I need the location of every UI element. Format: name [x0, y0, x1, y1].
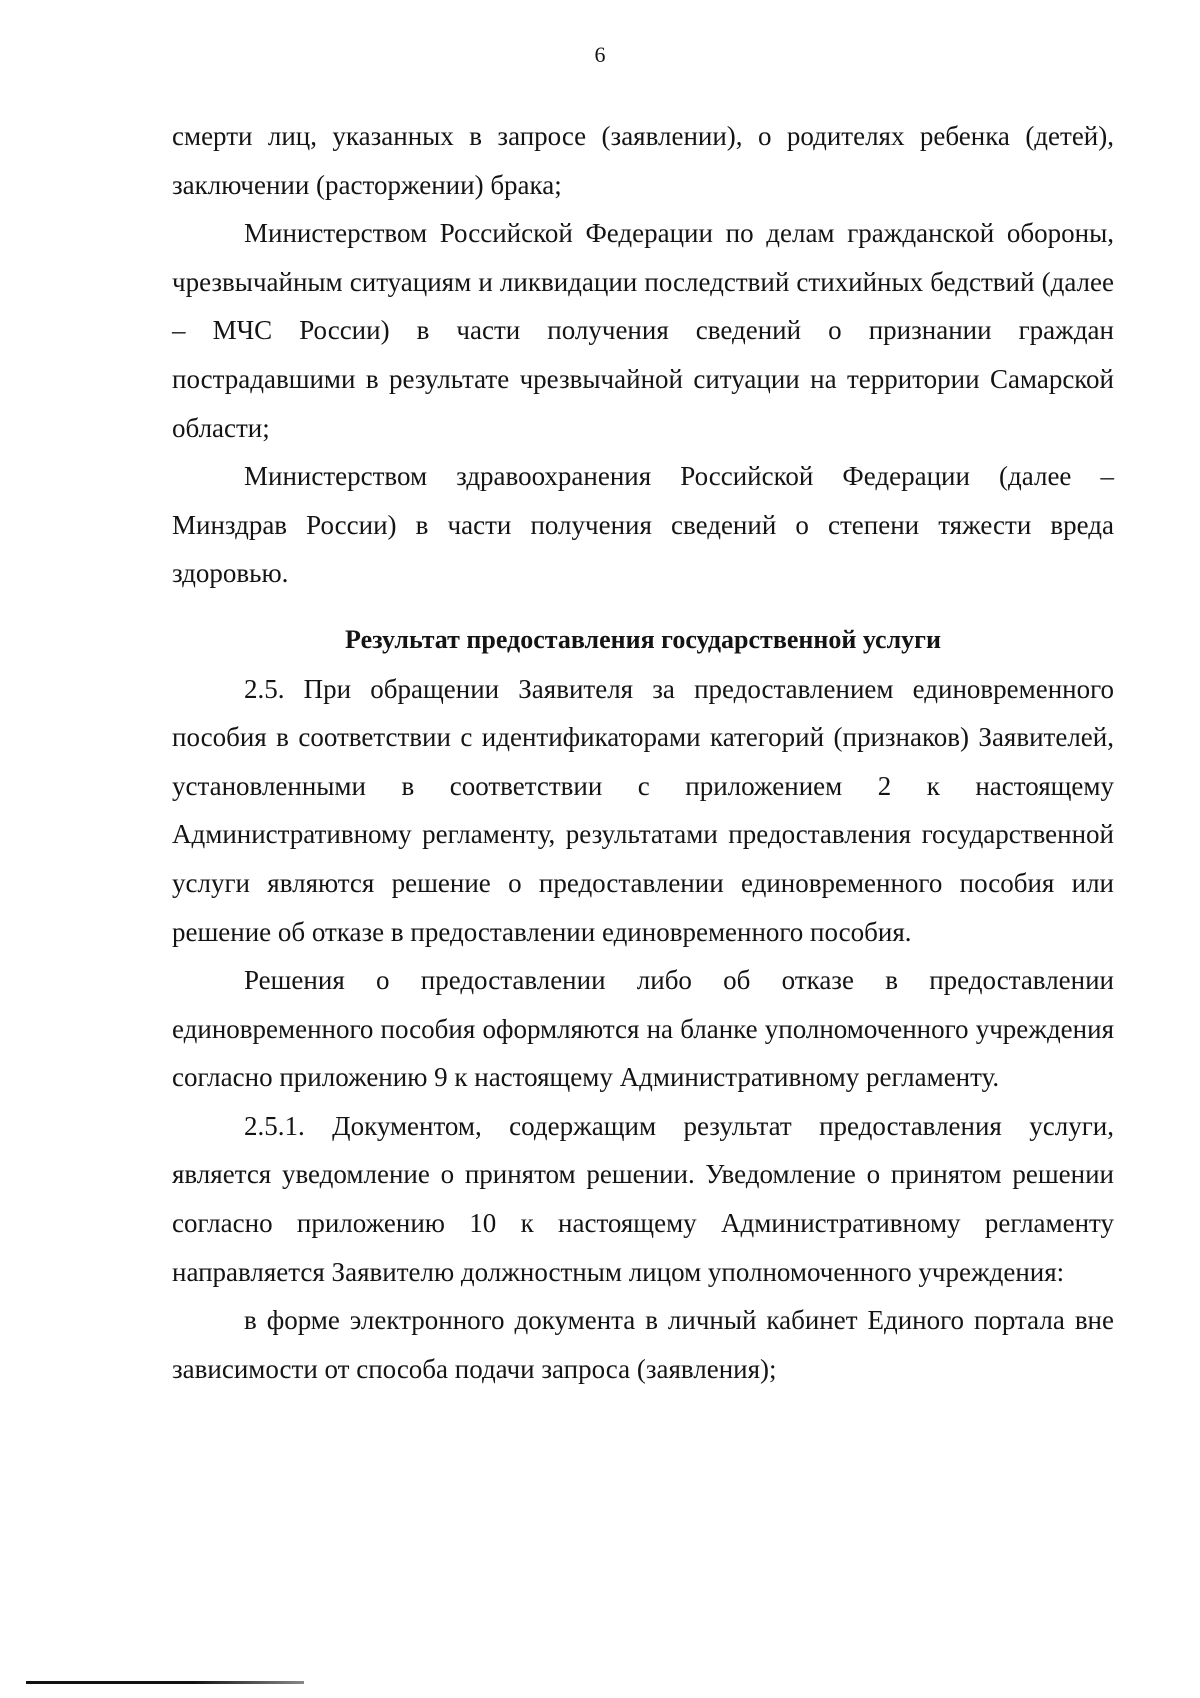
paragraph-electronic-form: в форме электронного документа в личный кабинет Единого портала вне зависимости от способа подачи запроса (заявления);	[172, 1305, 1114, 1384]
section-heading: Результат предоставления государственной услуги	[345, 624, 941, 654]
paragraph-minzdrav: Министерством здравоохранения Российской Федерации (далее – Минздрав России) в части получения сведений о степени тяжести вреда здоровью.	[172, 461, 1114, 589]
paragraph-mchs: Министерством Российской Федерации по делам гражданской обороны, чрезвычайным ситуациям и ликвидации последствий стихийных бедствий (далее – МЧС России) в части получения сведений о признании граждан пострадавшими в результате чрезвычайной ситуации на территории Самарской области;	[172, 218, 1114, 443]
paragraph-continuation: смерти лиц, указанных в запросе (заявлении), о родителях ребенка (детей), заключении (расторжении) брака;	[172, 121, 1114, 200]
paragraph-2-5: 2.5. При обращении Заявителя за предоставлением единовременного пособия в соответствии с идентификаторами категорий (признаков) Заявителей, установленными в соответствии с приложением 2 к настоящему Административному регламенту, результатами предоставления государственной услуги являются решение о предоставлении единовременного пособия или решение об отказе в предоставлении единовременного пособия.	[172, 673, 1114, 947]
paragraph-2-5-1: 2.5.1. Документом, содержащим результат предоставления услуги, является уведомление о принятом решении. Уведомление о принятом решении согласно приложению 10 к настоящему Административному регламенту направляется Заявителю должностным лицом уполномоченного учреждения:	[172, 1110, 1114, 1287]
page-number: 6	[594, 42, 606, 67]
footnote-rule	[26, 1681, 304, 1684]
paragraph-decisions: Решения о предоставлении либо об отказе в предоставлении единовременного пособия оформляются на бланке уполномоченного учреждения согласно приложению 9 к настоящему Административному регламенту.	[172, 965, 1114, 1093]
document-body	[172, 112, 1114, 1393]
